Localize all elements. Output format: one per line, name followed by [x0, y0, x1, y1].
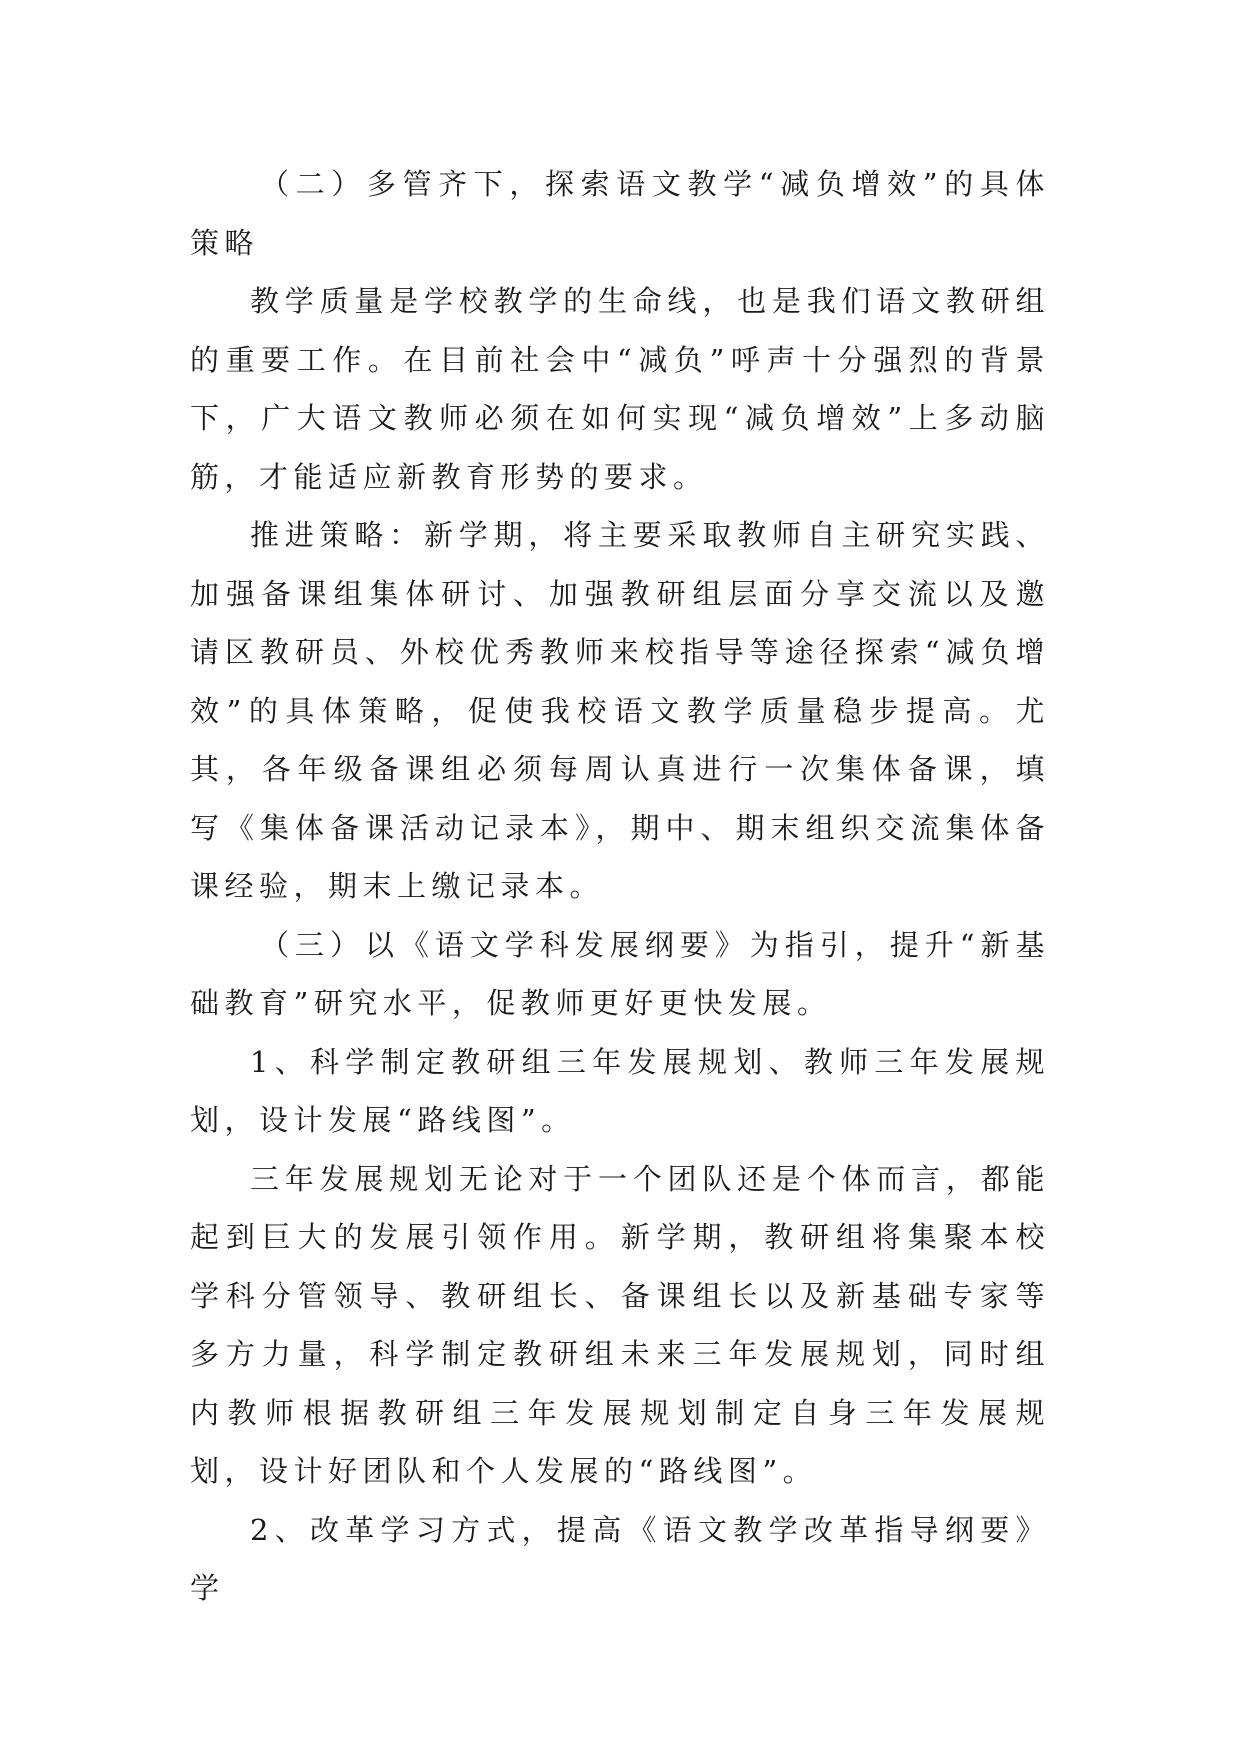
paragraph-item-1: 1、科学制定教研组三年发展规划、教师三年发展规划，设计发展“路线图”。: [190, 1044, 1050, 1137]
section-heading-2: （二）多管齐下，探索语文教学“减负增效”的具体策略: [190, 167, 1050, 260]
paragraph-strategy: 推进策略：新学期，将主要采取教师自主研究实践、加强备课组集体研讨、加强教研组层面分享交流以及邀请区教研员、外校优秀教师来校指导等途径探索“减负增效”的具体策略，促使我校语文教学质量稳步提高。尤其，各年级备课组必须每周认真进行一次集体备课，填写《集体备课活动记录本》，期中、期末组织交流集体备课经验，期末上缴记录本。: [190, 518, 1050, 903]
paragraph-item-2: 2、改革学习方式，提高《语文教学改革指导纲要》学: [190, 1512, 1050, 1605]
paragraph-three-year-plan: 三年发展规划无论对于一个团队还是个体而言，都能起到巨大的发展引领作用。新学期，教研组将集聚本校学科分管领导、教研组长、备课组长以及新基础专家等多方力量，科学制定教研组未来三年发展规划，同时组内教师根据教研组三年发展规划制定自身三年发展规划，设计好团队和个人发展的“路线图”。: [190, 1161, 1050, 1488]
section-heading-3: （三）以《语文学科发展纲要》为指引，提升“新基础教育”研究水平，促教师更好更快发展。: [190, 927, 1050, 1020]
paragraph-teaching-quality: 教学质量是学校教学的生命线，也是我们语文教研组的重要工作。在目前社会中“减负”呼声十分强烈的背景下，广大语文教师必须在如何实现“减负增效”上多动脑筋，才能适应新教育形势的要求。: [190, 284, 1050, 494]
document-body: [190, 155, 1050, 1618]
